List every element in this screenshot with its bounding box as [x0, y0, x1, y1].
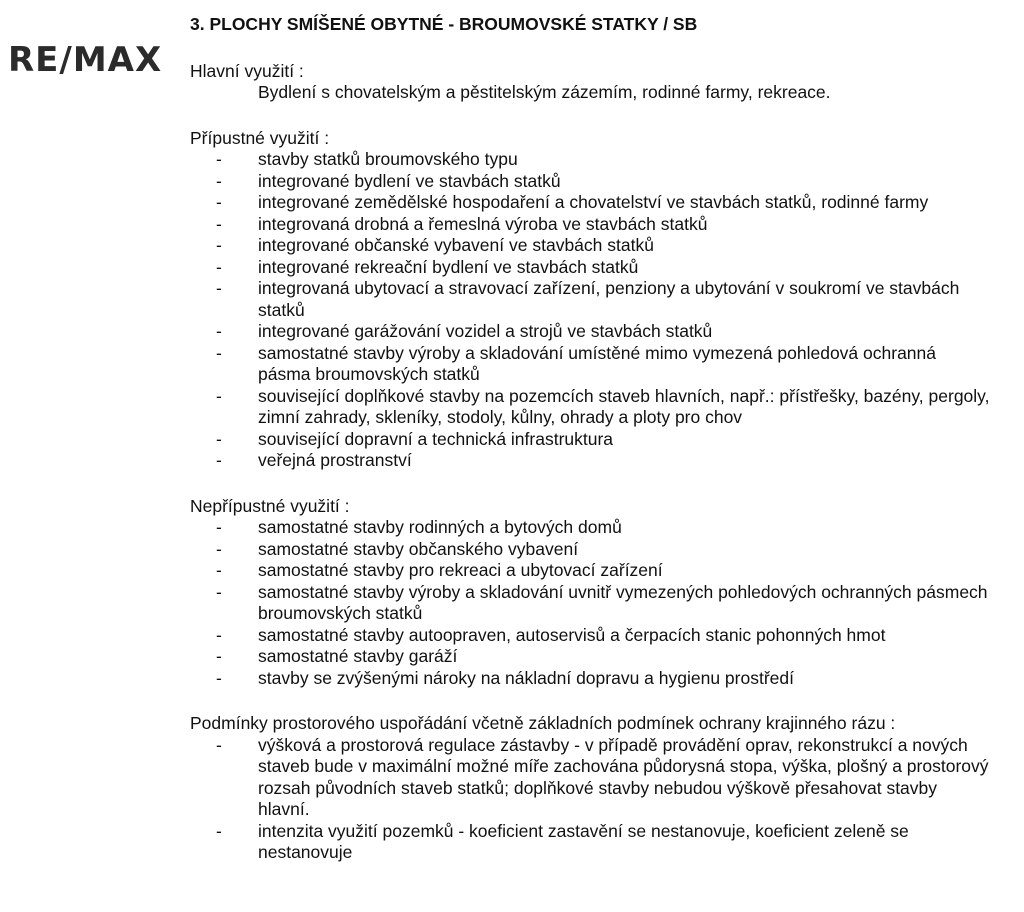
permitted-use-list [190, 149, 990, 472]
list-item: - samostatné stavby výroby a skladování umístěné mimo vymezená pohledová ochranná pásma broumovských statků [216, 342, 936, 384]
list-item: - stavby se zvýšenými nároky na nákladní dopravu a hygienu prostředí [216, 667, 794, 688]
section-heading: 3. PLOCHY SMÍŠENÉ OBYTNÉ - BROUMOVSKÉ STATKY / SB [190, 14, 698, 34]
conditions-list [190, 735, 990, 864]
list-item: - související doplňkové stavby na pozemcích staveb hlavních, např.: přístřešky, bazény, pergoly, zimní zahrady, skleníky, stodoly, kůlny, ohrady a ploty pro chov [216, 385, 990, 427]
list-item: - veřejná prostranství [216, 450, 412, 470]
list-item: - integrované bydlení ve stavbách statků [216, 170, 561, 191]
forbidden-use-list [190, 517, 990, 689]
list-item: - výšková a prostorová regulace zástavby - v případě provádění oprav, rekonstrukcí a nových staveb bude v maximální možné míře zachována půdorysná stopa, výška, plošný a prostorový rozsah původních staveb statků; doplňkové stavby nebudou výškově přesahovat stavby hlavní. [216, 734, 989, 819]
list-item: - integrované zemědělské hospodaření a chovatelství ve stavbách statků, rodinné farmy [216, 192, 929, 212]
remax-logo: RE/MAX [8, 40, 163, 80]
forbidden-use-title: Nepřípustné využití : [190, 495, 350, 516]
list-item: - samostatné stavby výroby a skladování uvnitř vymezených pohledových ochranných pásmech broumovských statků [216, 581, 988, 623]
list-item: - samostatné stavby pro rekreaci a ubytovací zařízení [216, 560, 663, 580]
permitted-use-title: Přípustné využití : [190, 127, 330, 148]
list-item: - související dopravní a technická infrastruktura [216, 428, 614, 449]
list-item: - integrovaná ubytovací a stravovací zařízení, penziony a ubytování v soukromí ve stavbách statků [216, 278, 960, 320]
list-item: - integrované rekreační bydlení ve stavbách statků [216, 256, 639, 277]
list-item: - samostatné stavby občanského vybavení [216, 538, 579, 559]
list-item: - integrovaná drobná a řemeslná výroba ve stavbách statků [216, 213, 708, 234]
main-use-section [190, 61, 990, 104]
list-item: - integrované občanské vybavení ve stavbách statků [216, 235, 654, 255]
list-item: - integrované garážování vozidel a strojů ve stavbách statků [216, 321, 713, 341]
permitted-use-section [190, 128, 990, 472]
forbidden-use-section [190, 496, 990, 690]
list-item: - intenzita využití pozemků - koeficient zastavění se nestanovuje, koeficient zeleně se nestanovuje [216, 820, 909, 862]
list-item: - samostatné stavby garáží [216, 646, 458, 666]
document-body [190, 14, 990, 864]
main-use-text: Bydlení s chovatelským a pěstitelským zázemím, rodinné farmy, rekreace. [258, 82, 831, 102]
list-item: - samostatné stavby autoopraven, autoservisů a čerpacích stanic pohonných hmot [216, 624, 886, 645]
conditions-title: Podmínky prostorového uspořádání včetně základních podmínek ochrany krajinného rázu : [190, 713, 896, 733]
list-item: - stavby statků broumovského typu [216, 149, 518, 169]
conditions-section [190, 713, 990, 864]
list-item: - samostatné stavby rodinných a bytových domů [216, 517, 622, 537]
main-use-title: Hlavní využití : [190, 60, 304, 81]
